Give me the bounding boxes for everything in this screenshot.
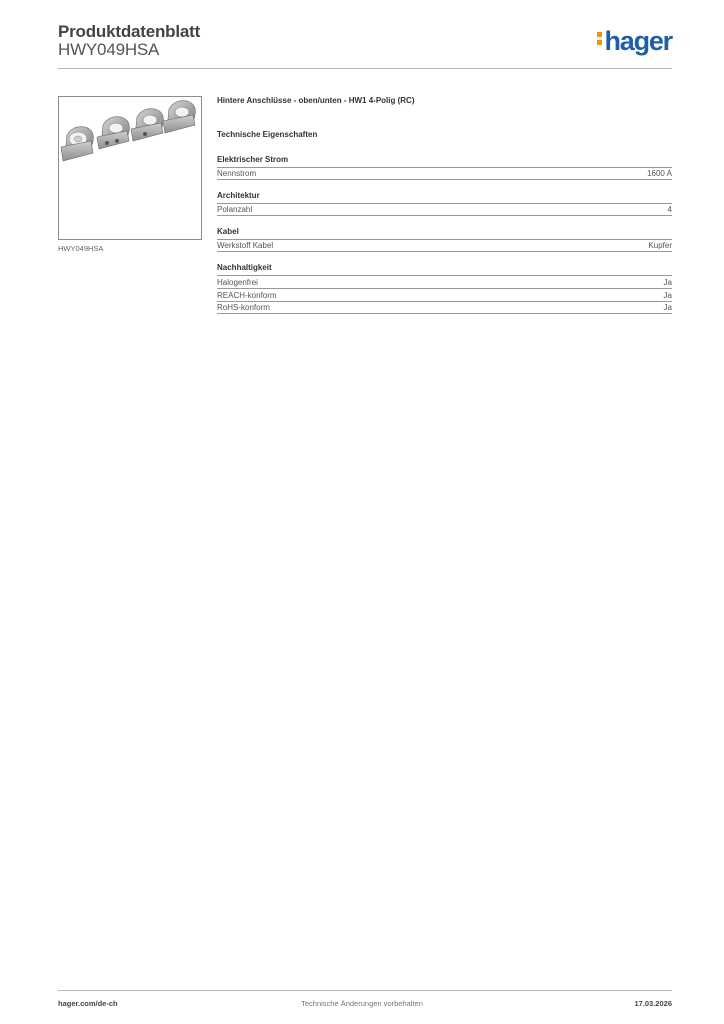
header-divider [58,68,672,69]
property-row [217,301,672,314]
logo-colon-icon [597,29,602,48]
image-caption: HWY049HSA [58,244,104,253]
property-row [217,275,672,288]
group-title: Kabel [217,227,239,236]
property-value: Ja [663,291,672,300]
property-label: Polanzahl [217,205,253,214]
property-value: 1600 A [647,169,672,178]
footer-note: Technische Änderungen vorbehalten [301,999,423,1008]
property-row [217,239,672,252]
section-title: Technische Eigenschaften [217,130,318,139]
group-title: Architektur [217,191,260,200]
property-group [217,263,672,314]
product-code: HWY049HSA [58,40,160,59]
property-label: Werkstoff Kabel [217,241,274,250]
rear-connector-icon [59,97,201,239]
property-value: Ja [663,303,672,312]
group-title: Nachhaltigkeit [217,263,272,272]
property-group [217,155,672,180]
property-value: 4 [667,205,672,214]
product-image [58,96,202,240]
product-details [217,96,672,314]
property-row [217,203,672,216]
footer-date: 17.03.2026 [634,999,672,1008]
product-description: Hintere Anschlüsse - oben/unten - HW1 4-Polig (RC) [217,96,415,105]
property-row [217,167,672,180]
property-label: Nennstrom [217,169,257,178]
property-label: Halogenfrei [217,278,258,287]
footer-divider [58,990,672,991]
property-label: RoHS-konform [217,303,270,312]
brand-logo [597,26,672,57]
property-label: REACH-konform [217,291,277,300]
page-header [58,20,672,70]
property-value: Kupfer [648,241,672,250]
group-title: Elektrischer Strom [217,155,289,164]
document-title: Produktdatenblatt [58,22,201,41]
property-row [217,288,672,301]
brand-name: hager [604,26,672,56]
property-group [217,191,672,216]
property-group [217,227,672,252]
property-value: Ja [663,278,672,287]
footer-website: hager.com/de-ch [58,999,118,1008]
